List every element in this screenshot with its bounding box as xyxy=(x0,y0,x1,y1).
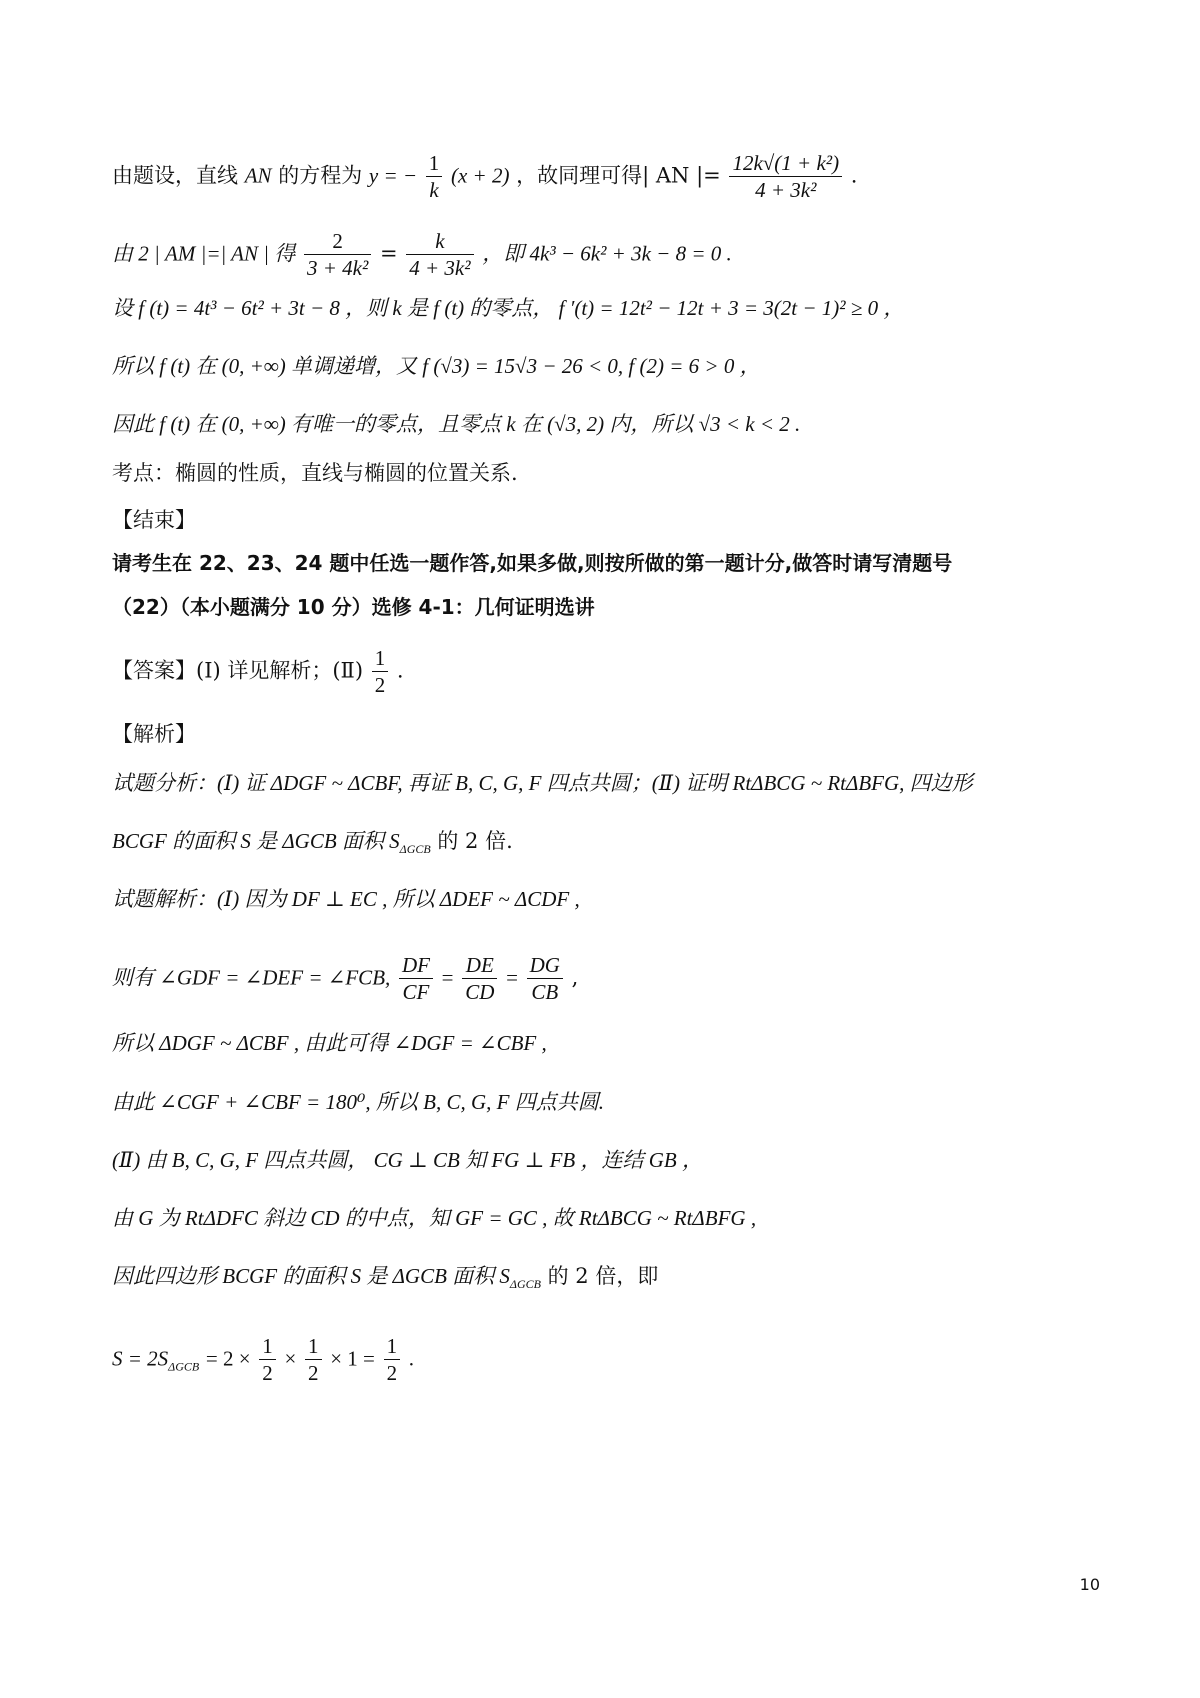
text: 的 2 倍. xyxy=(430,829,513,853)
math: = 2 × xyxy=(205,1346,251,1371)
solution-line-an-equation xyxy=(112,150,857,204)
solution-line-ratio xyxy=(112,228,732,282)
end-marker: 【结束】 xyxy=(112,508,196,532)
text: 的 2 倍，即 xyxy=(540,1264,659,1288)
text: . xyxy=(396,658,404,683)
text: 的方程为 xyxy=(278,163,363,188)
text: = xyxy=(379,241,398,266)
solution-part1-line3: 所以 ΔDGF ~ ΔCBF , 由此可得 ∠DGF = ∠CBF , xyxy=(112,1031,547,1055)
fraction: $\frac{DE}{CD}$ xyxy=(462,952,497,1006)
subscript: ΔGCB xyxy=(399,842,431,857)
text: 【答案】(Ⅰ) 详见解析；(Ⅱ) xyxy=(112,658,364,683)
math: 因此四边形 BCGF 的面积 S 是 ΔGCB 面积 S xyxy=(112,1264,510,1288)
subscript: ΔGCB xyxy=(509,1277,541,1292)
solution-line-monotonic: 所以 f (t) 在 (0, +∞) 单调递增，又 f (√3) = 15√3 − 26 < 0, f (2) = 6 > 0 ， xyxy=(112,354,761,378)
math: AN xyxy=(244,163,272,188)
subscript: ΔGCB xyxy=(168,1359,200,1374)
math: BCGF 的面积 S 是 ΔGCB 面积 S xyxy=(112,829,400,853)
text: 由题设，直线 xyxy=(112,163,238,188)
solution-part2-line2: 由 G 为 RtΔDFC 斜边 CD 的中点，知 GF = GC , 故 RtΔBCG ~ RtΔBFG , xyxy=(112,1206,757,1230)
analysis-line-2 xyxy=(112,831,513,855)
knowledge-point: 考点：椭圆的性质，直线与椭圆的位置关系. xyxy=(112,461,518,485)
math: (x + 2) xyxy=(450,163,510,188)
fraction-an: $\frac{\text{12k√(1 + k²)}}{\text{4 + 3k²}}$ xyxy=(729,150,842,204)
fraction-half: $\frac{1}{2}$ xyxy=(372,645,389,699)
fraction: $\frac{1}{2}$ xyxy=(384,1333,401,1387)
math: S = 2S xyxy=(112,1346,169,1371)
fraction: $\frac{2}{\text{3 + 4k²}}$ xyxy=(304,228,371,282)
math: 由 2 | AM |=| AN | 得 xyxy=(112,241,296,266)
page-number: 10 xyxy=(1079,1575,1100,1594)
solution-line-ft: 设 f (t) = 4t³ − 6t² + 3t − 8 ，则 k 是 f (t) 的零点， f ′(t) = 12t² − 12t + 3 = 3(2t − 1)² ≥ 0 ， xyxy=(112,296,905,320)
solution-part1-line2: 则有 ∠GDF = ∠DEF = ∠FCB, $\frac{DF}{CF}$ = $\frac{DE}{CD}$ = $\frac{DG}{CB}$ , xyxy=(112,953,579,1005)
math: y = − xyxy=(368,163,418,188)
math: . xyxy=(408,1346,414,1371)
fraction: $\frac{1}{k}$ xyxy=(426,150,443,204)
math: ，即 4k³ − 6k² + 3k − 8 = 0 . xyxy=(482,241,732,266)
answer-line xyxy=(112,645,404,699)
solution-final-area xyxy=(112,1333,414,1387)
text: ，故同理可得| AN |= xyxy=(516,163,721,188)
instruction-text: 请考生在 22、23、24 题中任选一题作答,如果多做,则按所做的第一题计分,做答时请写清题号 xyxy=(112,551,953,575)
math: × xyxy=(284,1346,297,1371)
fraction: $\frac{1}{2}$ xyxy=(305,1333,322,1387)
math: 则有 ∠GDF = ∠DEF = ∠FCB, xyxy=(112,965,391,990)
analysis-header: 【解析】 xyxy=(112,722,196,746)
fraction: $\frac{DF}{CF}$ xyxy=(399,952,433,1006)
question-22-title: （22）（本小题满分 10 分）选修 4-1：几何证明选讲 xyxy=(112,595,595,619)
solution-line-zero: 因此 f (t) 在 (0, +∞) 有唯一的零点，且零点 k 在 (√3, 2) 内，所以 √3 < k < 2 . xyxy=(112,412,801,436)
fraction: $\frac{1}{2}$ xyxy=(259,1333,276,1387)
solution-part1-line1: 试题解析：(Ⅰ) 因为 DF ⊥ EC , 所以 ΔDEF ~ ΔCDF , xyxy=(112,887,580,911)
solution-part2-line1: (Ⅱ) 由 B, C, G, F 四点共圆， CG ⊥ CB 知 FG ⊥ FB ，连结 GB ， xyxy=(112,1148,703,1172)
analysis-line-1: 试题分析：(Ⅰ) 证 ΔDGF ~ ΔCBF, 再证 B, C, G, F 四点共圆；(Ⅱ) 证明 RtΔBCG ~ RtΔBFG, 四边形 xyxy=(112,771,973,795)
text: . xyxy=(850,163,858,188)
solution-part2-line3 xyxy=(112,1266,658,1290)
fraction: $\frac{DG}{CB}$ xyxy=(527,952,563,1006)
fraction: $\frac{k}{\text{4 + 3k²}}$ xyxy=(406,228,473,282)
math: × 1 = xyxy=(330,1346,375,1371)
text: , xyxy=(571,965,579,990)
solution-part1-line4: 由此 ∠CGF + ∠CBF = 180⁰, 所以 B, C, G, F 四点共圆. xyxy=(112,1090,604,1114)
